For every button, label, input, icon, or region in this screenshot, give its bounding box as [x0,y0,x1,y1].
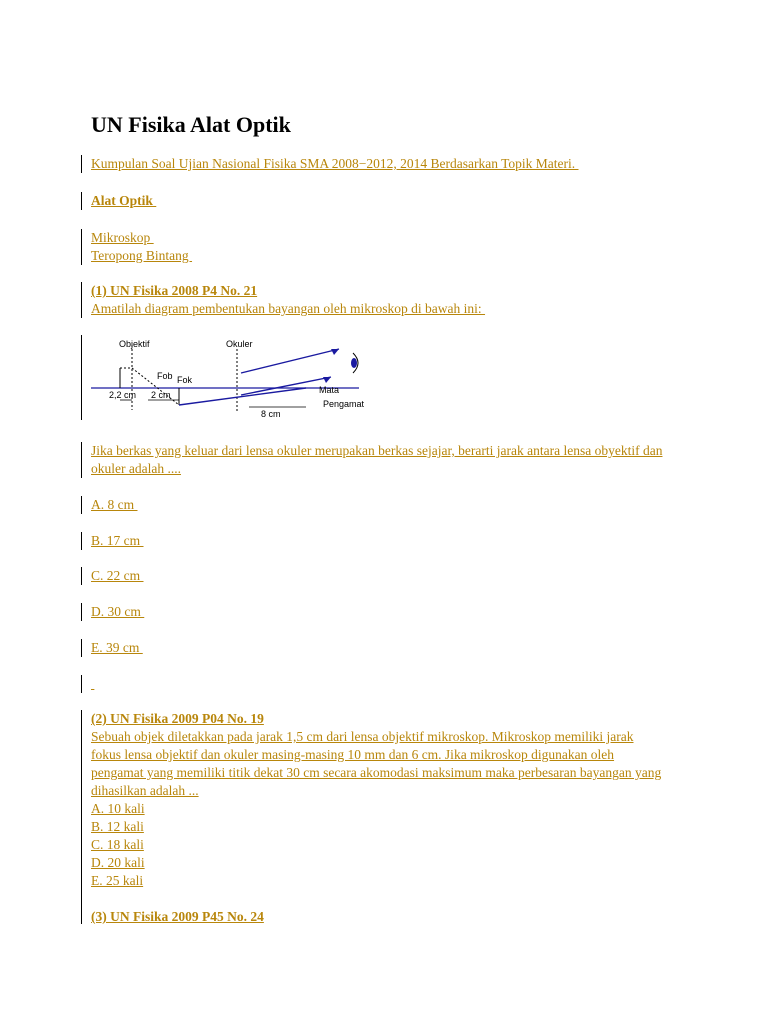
topic-link-mikroskop[interactable]: Mikroskop [91,230,154,245]
ray-out-upper [241,349,339,373]
q1-option-a-block [81,496,138,514]
q1-option-d-block [81,603,144,621]
label-mata: Mata [319,385,340,395]
intro-block [81,155,579,173]
label-fob: Fob [157,371,173,381]
label-pengamat: Pengamat [323,399,365,409]
section-block [81,192,156,210]
intro-link[interactable]: Kumpulan Soal Ujian Nasional Fisika SMA 2008−2012, 2014 Berdasarkan Topik Materi. [91,156,579,171]
arrowhead-upper [331,349,339,355]
section-link[interactable]: Alat Optik [91,193,157,208]
q1-option-b[interactable]: B. 17 cm [91,533,144,548]
q2-option-e[interactable]: E. 25 kali [91,873,144,888]
ray-out-lower [241,377,331,395]
q1-question-block [81,442,666,478]
q1-question[interactable]: Jika berkas yang keluar dari lensa okuler merupakan berkas sejajar, berarti jarak antara lensa obyektif dan okuler adalah .... [91,443,663,476]
microscope-diagram [81,335,371,420]
label-d3: 8 cm [261,409,281,419]
q1-option-b-block [81,532,144,550]
q1-blank-block [81,675,94,693]
q1-option-e-block [81,639,143,657]
q1-blank-link[interactable] [91,675,94,693]
label-objektif: Objektif [119,339,150,349]
page-title: UN Fisika Alat Optik [91,112,291,137]
microscope-diagram-svg [91,335,371,420]
q1-option-e[interactable]: E. 39 cm [91,640,143,655]
q2-heading[interactable]: (2) UN Fisika 2009 P04 No. 19 [91,711,264,726]
arrowhead-lower [323,377,331,383]
q2-question[interactable]: Sebuah objek diletakkan pada jarak 1,5 cm dari lensa objektif mikroskop. Mikroskop memiliki jarak fokus lensa objektif dan okuler masing-masing 10 mm dan 6 cm. Jika mikroskop digunakan oleh pengamat yang memiliki titik dekat 30 cm secara akomodasi maksimum maka perbesaran bayangan yang dihasilkan adalah ... [91,729,662,798]
label-d1: 2,2 cm [109,390,137,400]
label-fok: Fok [177,375,193,385]
q2-option-b[interactable]: B. 12 kali [91,819,144,834]
q1-option-c[interactable]: C. 22 cm [91,568,144,583]
q1-option-d[interactable]: D. 30 cm [91,604,145,619]
label-d2: 2 cm [151,390,171,400]
topics-block [81,229,192,265]
topic-link-teropong[interactable]: Teropong Bintang [91,248,193,263]
q2-option-a[interactable]: A. 10 kali [91,801,145,816]
q2-option-d[interactable]: D. 20 kali [91,855,145,870]
q2-block [81,710,666,924]
q1-option-a[interactable]: A. 8 cm [91,497,138,512]
q2-option-c[interactable]: C. 18 kali [91,837,144,852]
q1-heading[interactable]: (1) UN Fisika 2008 P4 No. 21 [91,283,258,298]
eye-pupil-icon [351,358,357,368]
ray-ocular-lower [179,388,306,405]
q3-heading[interactable]: (3) UN Fisika 2009 P45 No. 24 [91,909,264,924]
spacer [91,890,666,908]
q1-block [81,282,485,318]
q1-option-c-block [81,567,144,585]
label-okuler: Okuler [226,339,253,349]
q1-prompt[interactable]: Amatilah diagram pembentukan bayangan oleh mikroskop di bawah ini: [91,301,486,316]
